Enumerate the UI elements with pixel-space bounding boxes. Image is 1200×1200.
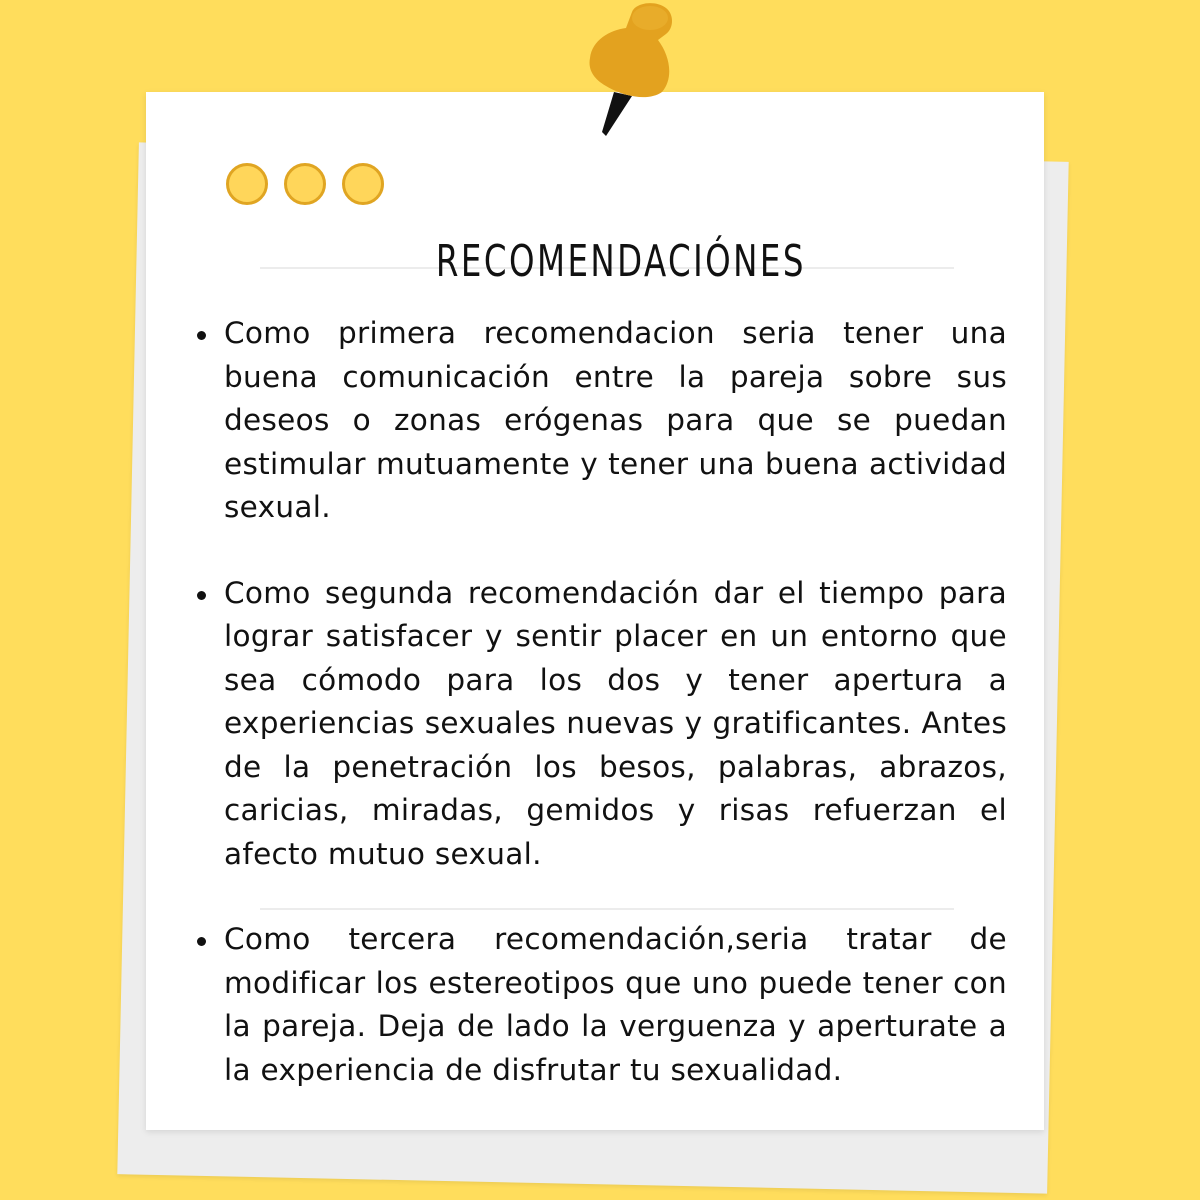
page-title: RECOMENDACIÓNES — [435, 236, 806, 287]
recommendation-list — [195, 312, 1007, 1092]
recommendation-text: Como segunda recomendación dar el tiempo para lograr satisfacer y sentir placer en un entorno que sea cómodo para los dos y tener apertura a experiencias sexuales nuevas y gratificantes. Antes de la penetración los besos, palabras, abrazos, caricias, miradas, gemidos y risas refuerzan el afecto mutuo sexual. — [224, 575, 1007, 871]
window-dots — [226, 163, 384, 205]
dot-icon — [342, 163, 384, 205]
recommendation-text: Como tercera recomendación,seria tratar de modificar los estereotipos que uno puede tener con la pareja. Deja de lado la verguenza y aperturate a la experiencia de disfrutar tu sexualidad. — [224, 922, 1007, 1087]
list-item — [195, 918, 1007, 1092]
list-item — [195, 312, 1007, 530]
dot-icon — [284, 163, 326, 205]
bullet-icon — [197, 937, 206, 946]
bullet-icon — [197, 331, 206, 340]
dot-icon — [226, 163, 268, 205]
recommendation-text: Como primera recomendacion seria tener una buena comunicación entre la pareja sobre sus deseos o zonas erógenas para que se puedan estimular mutuamente y tener una buena actividad sexual. — [224, 316, 1007, 524]
push-pin-icon — [570, 0, 690, 140]
list-item — [195, 572, 1007, 877]
bullet-icon — [197, 591, 206, 600]
